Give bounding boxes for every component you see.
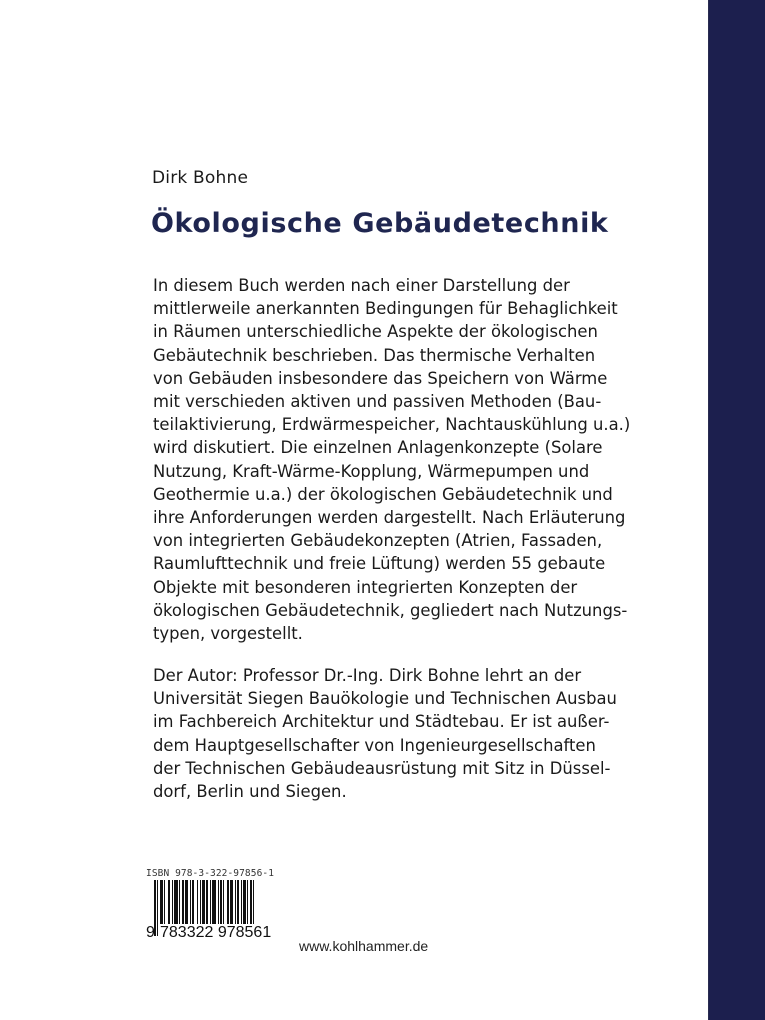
text-line: Nutzung, Kraft-Wärme-Kopplung, Wärmepumpen und [153,461,590,481]
ean-number: 783322 978561 [160,924,272,941]
text-line: Geothermie u.a.) der ökologischen Gebäudetechnik und [153,484,613,504]
text-line: Der Autor: Professor Dr.-Ing. Dirk Bohne lehrt an der [153,666,582,685]
author-bio-paragraph [153,664,673,803]
ean-lead-digit: 9 [146,924,155,941]
text-line: dorf, Berlin und Siegen. [153,782,347,802]
text-line: ökologischen Gebäudetechnik, gegliedert nach Nutzungs- [153,600,628,620]
text-line: Objekte mit besonderen integrierten Konzepten der [153,577,578,597]
text-line: ihre Anforderungen werden dargestellt. Nach Erläuterung [153,508,626,528]
text-line: von integrierten Gebäudekonzepten (Atrien, Fassaden, [153,531,603,551]
text-line: der Technischen Gebäudeausrüstung mit Sitz in Düssel- [153,758,611,778]
text-line: von Gebäuden insbesondere das Speichern von Wärme [153,368,608,388]
publisher-url[interactable]: www.kohlhammer.de [299,938,429,954]
text-line: Gebäutechnik beschrieben. Das thermische Verhalten [153,345,596,365]
ean-digits [146,924,272,942]
book-title: Ökologische Gebäudetechnik [151,208,609,239]
book-spine [708,0,765,1020]
text-line: wird diskutiert. Die einzelnen Anlagenkonzepte (Solare [153,438,603,458]
text-line: mittlerweile anerkannten Bedingungen für Behaglichkeit [153,299,618,319]
text-line: in Räumen unterschiedliche Aspekte der ökologischen [153,322,598,342]
text-line: Raumlufttechnik und freie Lüftung) werden 55 gebaute [153,554,606,574]
text-line: Universität Siegen Bauökologie und Technischen Ausbau [153,689,617,709]
text-line: typen, vorgestellt. [153,624,303,644]
text-line: mit verschieden aktiven und passiven Methoden (Bau- [153,392,602,412]
text-line: In diesem Buch werden nach einer Darstellung der [153,276,570,295]
text-line: dem Hauptgesellschafter von Ingenieurgesellschaften [153,735,596,755]
text-line: im Fachbereich Architektur und Städtebau. Er ist außer- [153,712,610,732]
isbn-barcode [146,868,286,950]
description-paragraph [153,274,673,645]
isbn-label: ISBN 978-3-322-97856-1 [146,868,275,879]
author-name: Dirk Bohne [152,168,249,188]
text-line: teilaktivierung, Erdwärmespeicher, Nachtauskühlung u.a.) [153,415,631,435]
